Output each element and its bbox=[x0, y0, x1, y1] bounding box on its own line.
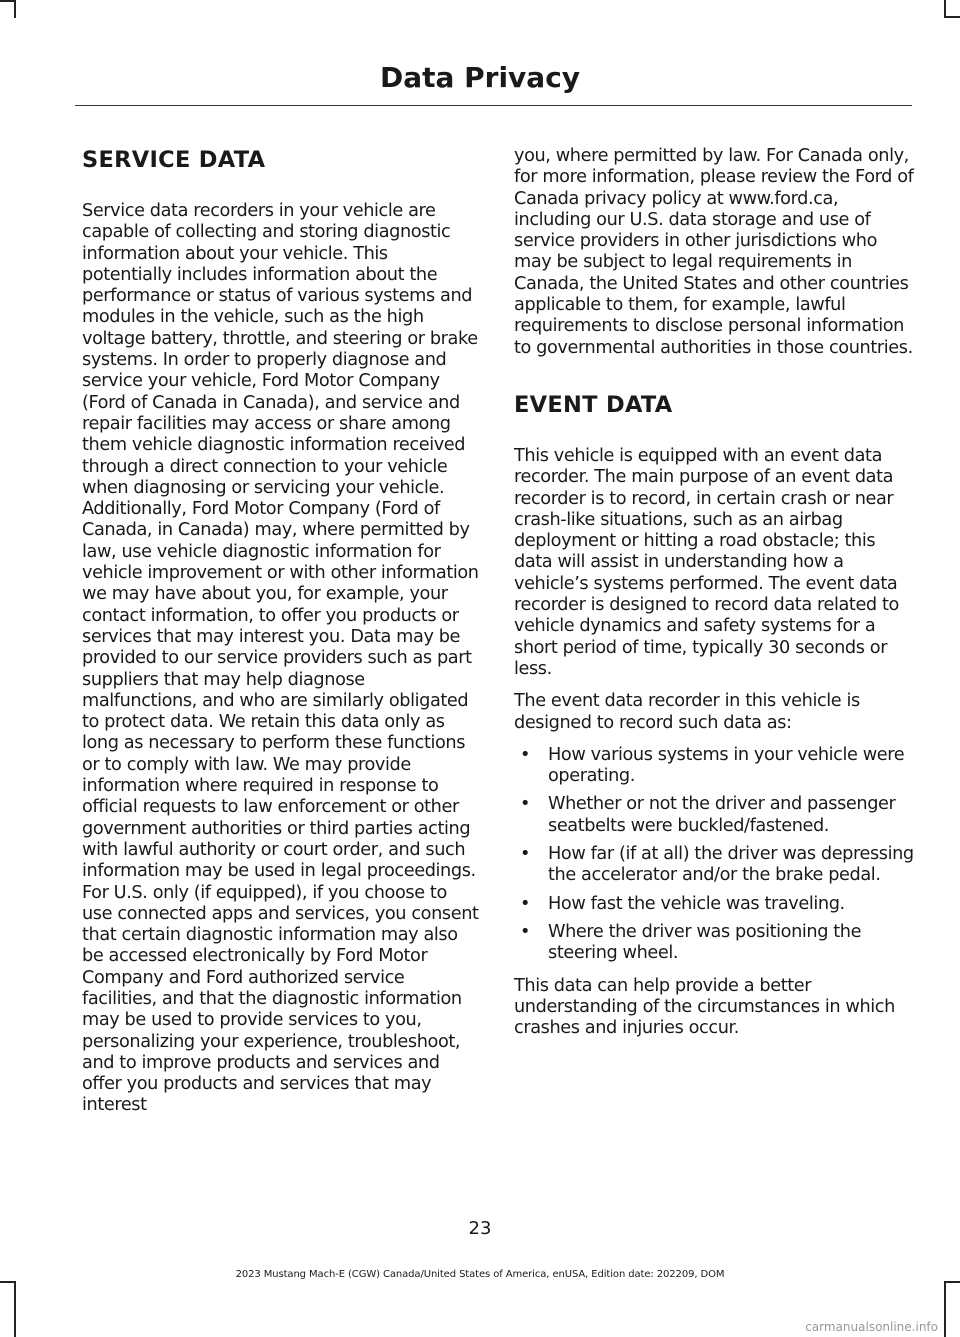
list-item-text: How fast the vehicle was traveling. bbox=[548, 893, 845, 914]
header-divider bbox=[75, 105, 912, 106]
list-item bbox=[514, 745, 914, 788]
list-item-text: How various systems in your vehicle were operating. bbox=[548, 744, 905, 787]
list-item-text: How far (if at all) the driver was depressing the accelerator and/or the brake pedal. bbox=[548, 844, 914, 886]
bullet-glyph: • bbox=[520, 744, 531, 765]
list-item-text: Where the driver was positioning the steering wheel. bbox=[548, 921, 862, 964]
bullet-glyph: • bbox=[520, 921, 531, 942]
crop-mark-top-right-horizontal bbox=[944, 16, 960, 18]
edition-footer: 2023 Mustang Mach-E (CGW) Canada/United States of America, enUSA, Edition date: 202209, DOM bbox=[235, 1269, 725, 1280]
crop-mark-bottom-right bbox=[944, 1281, 946, 1337]
list-item bbox=[514, 844, 914, 887]
crop-mark-top-left-vertical bbox=[14, 0, 16, 18]
page-number: 23 bbox=[468, 1218, 492, 1239]
event-data-paragraph-2: The event data recorder in this vehicle is designed to record such data as: bbox=[514, 691, 860, 733]
bullet-glyph: • bbox=[520, 794, 531, 815]
bullet-glyph: • bbox=[520, 893, 531, 914]
crop-mark-bottom-left bbox=[14, 1281, 16, 1337]
event-data-heading: EVENT DATA bbox=[514, 391, 673, 418]
watermark: carmanualsonline.info bbox=[805, 1320, 938, 1334]
list-item bbox=[514, 922, 914, 965]
right-column bbox=[514, 146, 914, 1050]
event-data-list bbox=[514, 745, 914, 965]
list-item bbox=[514, 794, 914, 837]
list-item-text: Whether or not the driver and passenger seatbelts were buckled/fastened. bbox=[548, 794, 896, 836]
service-data-continuation: you, where permitted by law. For Canada only, for more information, please review the Ford of Canada privacy policy at www.ford.ca, including our U.S. data storage and use of service providers in other jurisdictions who may be subject to legal requirements in Canada, the United States and other countries applicable to them, for example, lawful requirements to disclose personal information to governmental authorities in those countries. bbox=[514, 146, 914, 358]
bullet-glyph: • bbox=[520, 844, 531, 865]
left-column bbox=[82, 146, 482, 1117]
list-item bbox=[514, 894, 914, 915]
page-title: Data Privacy bbox=[379, 61, 581, 94]
service-data-paragraph: Service data recorders in your vehicle are capable of collecting and storing diagnostic information about your vehicle. This potentially includes information about the performance or status of various systems and modules in the vehicle, such as the high voltage battery, throttle, and steering or brake systems. In order to properly diagnose and service your vehicle, Ford Motor Company (Ford of Canada in Canada), and service and repair facilities may access or share among them vehicle diagnostic information received through a direct connection to your vehicle when diagnosing or servicing your vehicle. Additionally, Ford Motor Company (Ford of Canada, in Canada) may, where permitted by law, use vehicle diagnostic information for vehicle improvement or with other information we may have about you, for example, your contact information, to offer you products or services that may interest you. Data may be provided to our service providers such as part suppliers that may help diagnose malfunctions, and who are similarly obligated to protect data. We retain this data only as long as necessary to perform these functions or to comply with law. We may provide information where required in response to official requests to law enforcement or other government authorities or third parties acting with lawful authority or court order, and such information may be used in legal proceedings. For U.S. only (if equipped), if you choose to use connected apps and services, you consent that certain diagnostic information may also be accessed electronically by Ford Motor Company and Ford authorized service facilities, and that the diagnostic information may be used to provide services to you, personalizing your experience, troubleshoot, and to improve products and services and offer you products and services that may interest bbox=[82, 201, 479, 1116]
service-data-heading: SERVICE DATA bbox=[82, 147, 266, 173]
event-data-paragraph-3: This data can help provide a better understanding of the circumstances in which crashes and injuries occur. bbox=[514, 975, 895, 1039]
event-data-paragraph-1: This vehicle is equipped with an event data recorder. The main purpose of an event data recorder is to record, in certain crash or near crash-like situations, such as an airbag deployment or hitting a road obstacle; this data will assist in understanding how a vehicle’s systems performed. The event data recorder is designed to record data related to vehicle dynamics and safety systems for a short period of time, typically 30 seconds or less. bbox=[514, 445, 899, 679]
